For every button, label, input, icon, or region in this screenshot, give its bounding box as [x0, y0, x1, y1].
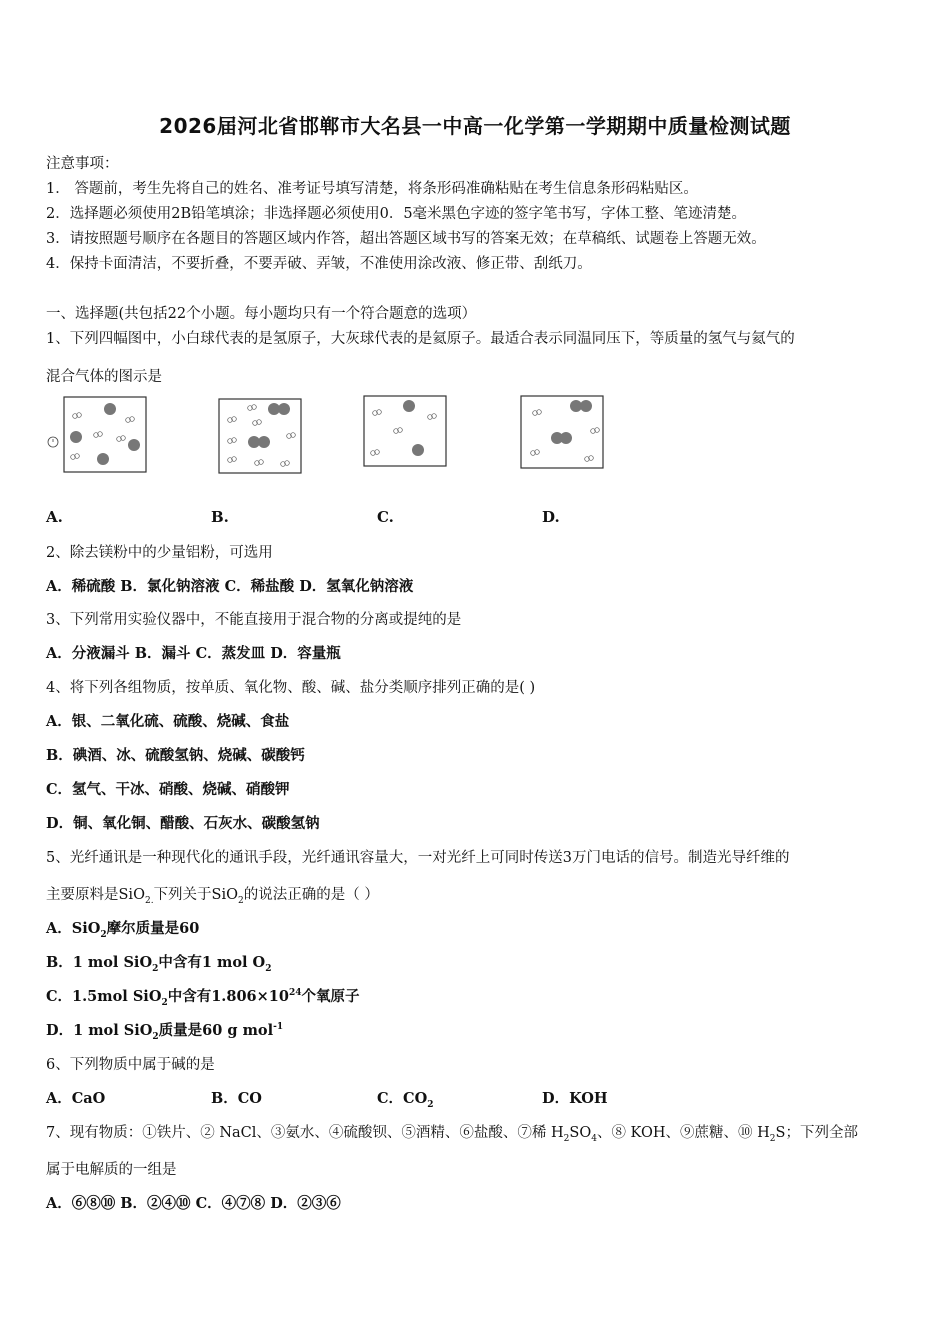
- q4-option-b: B．碘酒、冰、硫酸氢钠、烧碱、碳酸钙: [46, 747, 305, 764]
- helium-atom: [278, 403, 290, 415]
- helium-atom: [403, 400, 415, 412]
- q5-option-a: A．SiO$_2$摩尔质量是60: [46, 920, 200, 940]
- helium-atom: [258, 436, 270, 448]
- notice-item: 3．请按照题号顺序在各题目的答题区域内作答，超出答题区域书写的答案无效；在草稿纸、试题卷上答题无效。: [46, 231, 766, 247]
- hydrogen-molecules: [371, 410, 437, 456]
- q6-option-c: C．$CO_2$: [377, 1090, 434, 1110]
- question-1-stem-cont: 混合气体的图示是: [46, 369, 162, 385]
- q1-option-a: A.: [46, 508, 63, 526]
- helium-atom: [104, 403, 116, 415]
- q6-option-d: D．KOH: [542, 1090, 608, 1107]
- question-2-stem: 2、除去镁粉中的少量铝粉，可选用: [46, 545, 273, 561]
- question-4-stem: 4、将下列各组物质，按单质、氧化物、酸、碱、盐分类顺序排列正确的是( ): [46, 680, 536, 696]
- question-3-options: A．分液漏斗 B．漏斗 C．蒸发皿 D．容量瓶: [46, 645, 341, 662]
- question-7-stem: 7、现有物质：①铁片、② NaCl、③氨水、④硫酸钡、⑤酒精、⑥盐酸、⑦稀 $H_2SO_4$、⑧ KOH、⑨蔗糖、⑩ $H_2S$；下列全部: [46, 1125, 858, 1144]
- diagram-a: [44, 393, 149, 475]
- notice-item: 4．保持卡面清洁，不要折叠，不要弄破、弄皱，不准使用涂改液、修正带、刮纸刀。: [46, 256, 592, 272]
- q4-option-c: C．氢气、干冰、硝酸、烧碱、硝酸钾: [46, 781, 290, 798]
- q5-option-b: B．1 mol SiO$_2$中含有1 mol $O_2$: [46, 954, 272, 974]
- question-7-options: A．⑥⑧⑩ B．②④⑩ C．④⑦⑧ D．②③⑥: [46, 1195, 341, 1212]
- q1-option-d: D.: [542, 508, 560, 526]
- q6-option-b: B．CO: [211, 1090, 262, 1107]
- helium-atom: [97, 453, 109, 465]
- question-3-stem: 3、下列常用实验仪器中，不能直接用于混合物的分离或提纯的是: [46, 612, 462, 628]
- question-5-stem: 5、光纤通讯是一种现代化的通讯手段，光纤通讯容量大，一对光纤上可同时传送3万门电话的信号。制造光导纤维的: [46, 850, 790, 866]
- q4-option-a: A．银、二氧化硫、硫酸、烧碱、食盐: [46, 713, 290, 730]
- helium-atom: [70, 431, 82, 443]
- q5-option-d: D．1 mol SiO$_2$质量是60 g mol$^{-1}$: [46, 1022, 284, 1042]
- question-5-stem-cont: 主要原料是SiO$_{2.}$下列关于SiO$_2$的说法正确的是（ ）: [46, 887, 379, 906]
- helium-atom: [128, 439, 140, 451]
- notice-item: 1． 答题前，考生先将自己的姓名、准考证号填写清楚，将条形码准确粘贴在考生信息条形码粘贴区。: [46, 181, 698, 197]
- q1-option-c: C.: [377, 508, 394, 526]
- helium-atom: [560, 432, 572, 444]
- helium-atom: [412, 444, 424, 456]
- q6-option-a: A．CaO: [46, 1090, 106, 1107]
- diagram-c: [362, 393, 450, 469]
- section-heading: 一、选择题(共包括22个小题。每小题均只有一个符合题意的选项）: [46, 306, 477, 322]
- diagram-d: [519, 393, 607, 471]
- question-2-options: A．稀硫酸 B．氯化钠溶液 C．稀盐酸 D．氢氧化钠溶液: [46, 578, 414, 595]
- question-7-stem-cont: 属于电解质的一组是: [46, 1162, 177, 1178]
- helium-atom: [580, 400, 592, 412]
- diagram-b: [217, 396, 305, 476]
- notice-item: 2．选择题必须使用2B铅笔填涂；非选择题必须使用0．5毫米黑色字迹的签字笔书写，字体工整、笔迹清楚。: [46, 206, 747, 222]
- q4-option-d: D．铜、氧化铜、醋酸、石灰水、碳酸氢钠: [46, 815, 320, 832]
- notice-heading: 注意事项：: [46, 156, 119, 172]
- question-6-stem: 6、下列物质中属于碱的是: [46, 1057, 215, 1073]
- question-1-stem: 1、下列四幅图中，小白球代表的是氢原子，大灰球代表的是氦原子。最适合表示同温同压下，等质量的氢气与氦气的: [46, 331, 795, 347]
- q1-option-b: B.: [211, 508, 229, 526]
- q5-option-c: C．1.5mol SiO$_2$中含有$1.806\times 10^{24}$个氧原子: [46, 988, 360, 1008]
- page-title: 2026届河北省邯郸市大名县一中高一化学第一学期期中质量检测试题: [159, 114, 791, 138]
